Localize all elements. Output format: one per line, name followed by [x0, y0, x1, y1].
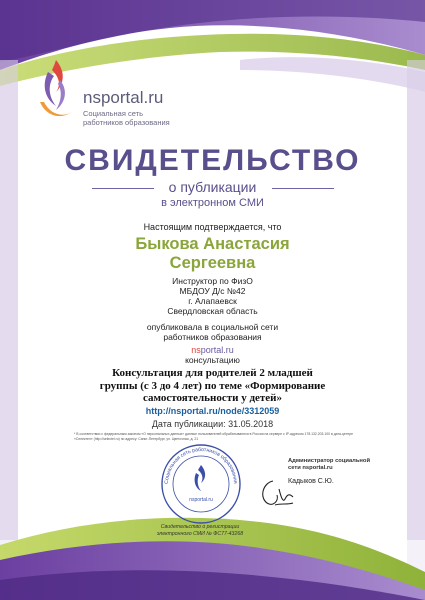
work-title-line1: Консультация для родителей 2 младшей — [112, 367, 313, 379]
registration-line2: электронного СМИ № ФС77-43268 — [156, 531, 244, 537]
region: Свердловская область — [167, 306, 258, 316]
brand-tagline: Социальная сеть работников образования — [83, 109, 170, 127]
site-name-part1: ns — [191, 345, 201, 355]
city: г. Алапаевск — [188, 296, 237, 306]
published-text — [60, 322, 365, 342]
site-name — [60, 345, 365, 355]
recipient-name-line2: Сергеевна — [169, 254, 256, 272]
published-line1: опубликовала в социальной сети — [146, 322, 279, 332]
work-title-line2: группы (с 3 до 4 лет) по теме «Формирование — [99, 379, 326, 392]
work-title — [60, 367, 365, 405]
site-name-part2: portal.ru — [200, 345, 234, 355]
publication-date: Дата публикации: 31.05.2018 — [151, 419, 274, 429]
admin-name: Кадыков С.Ю. — [288, 478, 334, 485]
stamp-center-text: nsportal.ru — [189, 497, 213, 503]
brand-name: nsportal.ru — [83, 88, 164, 107]
certificate-subtitle: о публикации — [168, 179, 257, 195]
recipient-name — [60, 235, 365, 273]
published-line2: работников образования — [163, 332, 262, 342]
registration-line1: Свидетельство о регистрации — [160, 524, 240, 530]
stamp-ring-text: Социальная сеть работников образования — [163, 446, 239, 485]
location — [60, 296, 365, 316]
position — [60, 276, 365, 296]
admin-title — [288, 458, 370, 472]
nsportal-flame-logo — [34, 58, 78, 128]
round-stamp-seal — [160, 443, 242, 525]
confirm-text: Настоящим подтверждается, что — [143, 222, 282, 232]
admin-title-line1: Администратор социальной — [288, 458, 371, 464]
publication-url-link[interactable]: http://nsportal.ru/node/3312059 — [145, 406, 280, 416]
material-type: консультацию — [185, 355, 240, 365]
media-line: в электронном СМИ — [161, 197, 264, 209]
admin-title-line2: сети nsportal.ru — [288, 465, 333, 471]
certificate-title: СВИДЕТЕЛЬСТВО — [64, 144, 361, 177]
work-title-line3: самостоятельности у детей» — [142, 392, 283, 404]
title-divider-right — [272, 188, 334, 189]
position-line1: Инструктор по ФизО — [172, 276, 253, 286]
position-line2: МБДОУ Д/с №42 — [179, 286, 246, 296]
recipient-name-line1: Быкова Анастасия — [135, 235, 290, 253]
legal-note: * В соответствии с федеральным законом «О персональных данных» данные пользователей обрабатываются в России на сервере с IP-адресом 178.132.203.100 в дата-центре «Селектел» (http://selectel.ru) по адресу: Санкт-Петербург, ул. Цветочная, д. 21 — [74, 432, 354, 441]
registration-info — [145, 524, 255, 538]
